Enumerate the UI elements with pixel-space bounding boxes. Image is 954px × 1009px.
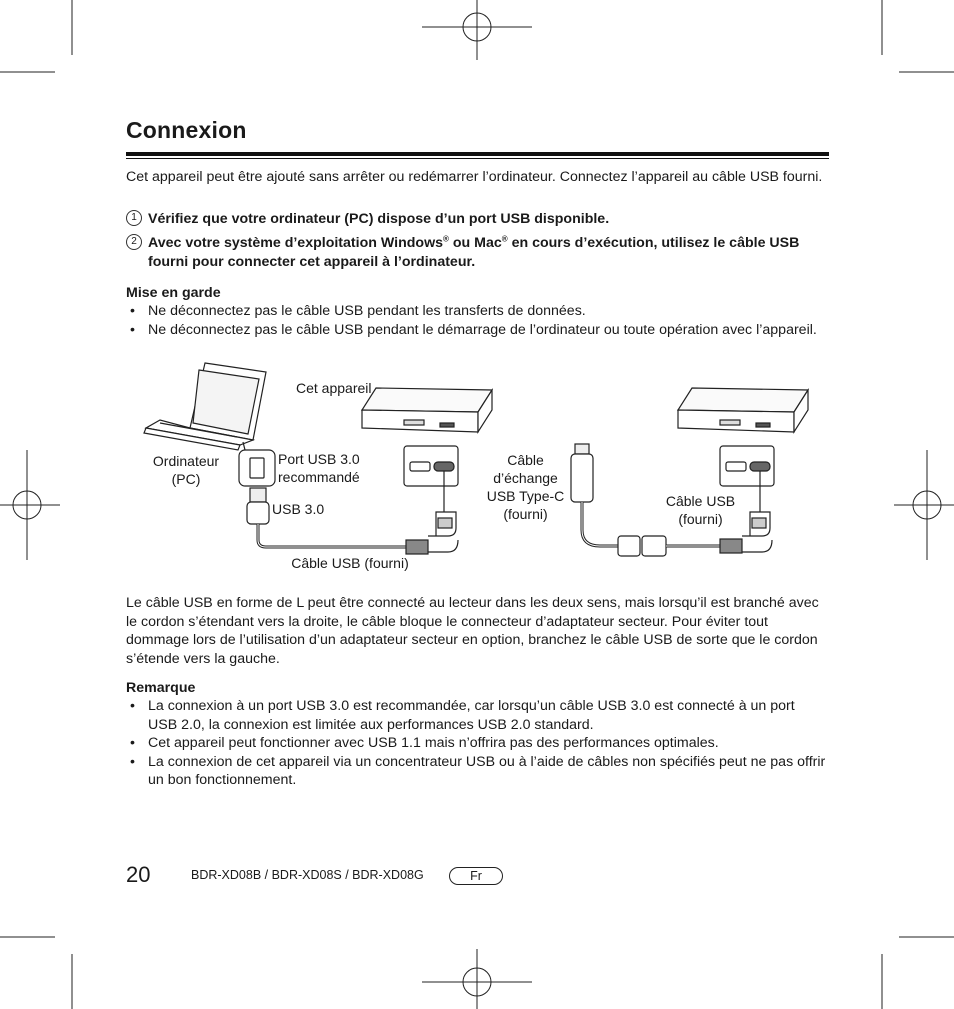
language-badge: Fr: [449, 867, 503, 885]
remark-list: [126, 697, 826, 790]
remark-heading: Remarque: [126, 680, 196, 696]
step-number: 1: [126, 210, 142, 226]
step-text: Avec votre système d’exploitation Windows® ou Mac® en cours d’exécution, utilisez le câble USB fourni pour connecter cet appareil à l’ordinateur.: [148, 234, 800, 270]
list-item: • La connexion de cet appareil via un concentrateur USB ou à l’aide de câbles non spécifiés peut ne pas offrir un bon fonctionnement.: [130, 753, 826, 788]
label-usb-cable: Câble USB (fourni): [291, 555, 409, 571]
step-number: 2: [126, 234, 142, 250]
list-item: • Ne déconnectez pas le câble USB pendant les transferts de données.: [130, 303, 586, 319]
list-item: • La connexion à un port USB 3.0 est recommandée, car lorsqu’un câble USB 3.0 est connecté à un port USB 2.0, la connexion est limitée aux performances USB 2.0 standard.: [130, 698, 795, 733]
page-number: 20: [126, 862, 151, 887]
caution-heading: Mise en garde: [126, 285, 221, 301]
label-typec-cable: Câble d’échange USB Type-C (fourni): [486, 452, 565, 522]
label-device: Cet appareil: [296, 380, 372, 396]
usb-l-cable-paragraph: Le câble USB en forme de L peut être connecté au lecteur dans les deux sens, mais lorsqu’il est branché avec le cordon s’étendant vers la droite, le câble bloque le connecteur d’adaptateur secteur. Pour éviter tout dommage lors de l’utilisation d’un adaptateur secteur en option, branchez le câble USB de sorte que le cordon s’étende vers la gauche.: [126, 595, 819, 667]
label-usb-port: Port USB 3.0 recommandé: [278, 451, 360, 485]
step-text: Vérifiez que votre ordinateur (PC) dispose d’un port USB disponible.: [148, 211, 610, 227]
model-numbers: BDR-XD08B / BDR-XD08S / BDR-XD08G: [191, 868, 424, 882]
list-item: • Cet appareil peut fonctionner avec USB 1.1 mais n’offrira pas des performances optimales.: [130, 735, 719, 751]
label-computer: Ordinateur (PC): [152, 453, 220, 487]
label-usb-cable-right: Câble USB (fourni): [665, 493, 736, 527]
page-title: Connexion: [126, 117, 247, 143]
laptop-illustration: [144, 363, 266, 450]
drive-illustration-left: [362, 388, 492, 432]
drive-illustration-right: [678, 388, 808, 432]
label-usb30: USB 3.0: [272, 501, 325, 517]
list-item: • Ne déconnectez pas le câble USB pendant le démarrage de l’ordinateur ou toute opération avec l’appareil.: [130, 321, 817, 338]
intro-text: Cet appareil peut être ajouté sans arrêter ou redémarrer l’ordinateur. Connectez l’appareil au câble USB fourni.: [126, 169, 823, 185]
